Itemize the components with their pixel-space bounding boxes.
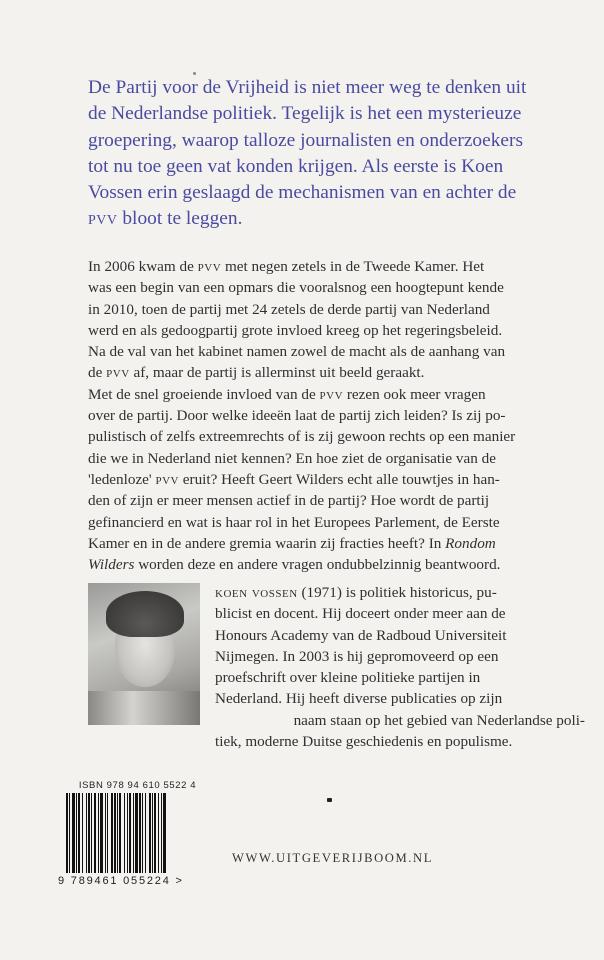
bio-line: tiek, moderne Duitse geschiedenis en populisme. [215,733,513,751]
barcode-bar [129,793,131,873]
body-line: over de partij. Door welke ideeën laat de partij zich leiden? Is zij po- [88,407,506,425]
body-line: pulistisch of zelfs extreemrechts of is zij gewoon rechts op een manier [88,428,516,446]
barcode-bar [105,793,106,873]
body-line: die we in Nederland niet kennen? En hoe ziet de organisatie van de [88,449,496,467]
barcode-bar [88,793,90,873]
barcode-bar [107,793,108,873]
bio-line: naam staan op het gebied van Nederlandse poli- [293,711,585,729]
author-name: koen vossen [215,584,298,601]
body-line: Wilders worden deze en andere vragen ondubbelzinnig beantwoord. [88,556,501,574]
author-photo [88,583,200,725]
barcode-bar [145,793,146,873]
barcode-bar [135,793,138,873]
isbn-barcode [66,793,201,873]
barcode-bar [154,793,156,873]
publisher-website: WWW.UITGEVERIJBOOM.NL [232,851,434,865]
barcode-bar [98,793,99,873]
bio-line: Nijmegen. In 2003 is hij gepromoveerd op een [215,647,499,665]
bio-line: Nederland. Hij heeft diverse publicaties op zijn [215,690,503,708]
barcode-bar [142,793,143,873]
intro-line: Vossen erin geslaagd de mechanismen van en achter de [88,182,517,204]
barcode-bar [158,793,159,873]
barcode-bar [78,793,80,873]
body-line: den of zijn er meer mensen actief in de partij? Hoe wordt de partij [88,492,490,510]
barcode-bar [139,793,141,873]
intro-line: pvv bloot te leggen. [88,208,243,230]
barcode-bar [82,793,83,873]
body-line: de pvv af, maar de partij is allerminst uit beeld geraakt. [88,364,425,382]
barcode-bar [76,793,77,873]
barcode-bar [124,793,125,873]
barcode-bar [127,793,128,873]
print-dot [327,798,332,802]
body-line: was een begin van een opmars die vooralsnog een hoogtepunt kende [88,279,504,297]
barcode-bar [119,793,121,873]
barcode-bar [163,793,166,873]
bio-line: blicist en docent. Hij doceert onder meer aan de [215,605,506,623]
barcode-bar [100,793,103,873]
intro-line: De Partij voor de Vrijheid is niet meer weg te denken uit [88,77,527,98]
body-line: gefinancierd en wat is haar rol in het Europees Parlement, de Eerste [88,513,500,531]
intro-line: tot nu toe geen vat konden krijgen. Als eerste is Koen [88,155,504,177]
barcode-bar [111,793,113,873]
barcode-bar [117,793,118,873]
body-line: Na de val van het kabinet namen zowel de macht als de aanhang van [88,343,506,361]
intro-blurb [88,75,588,233]
body-line: Kamer en in de andere gremia waarin zij fracties heeft? In Rondom [88,534,496,552]
barcode-bar [86,793,87,873]
barcode-bar [133,793,134,873]
body-line: in 2010, toen de partij met 24 zetels de derde partij van Nederland [88,300,490,318]
barcode-bar [66,793,68,873]
body-line: werd en als gedoogpartij grote invloed kreeg op het regeringsbeleid. [88,321,503,339]
barcode-bar [72,793,75,873]
bio-line: koen vossen (1971) is politiek historicus, pu- [215,584,497,601]
barcode-bar [149,793,151,873]
bio-line: proefschrift over kleine politieke partijen in [215,669,481,687]
book-title: Wilders [88,556,135,574]
barcode-digits: 9 789461 055224 > [58,875,184,887]
barcode-bar [69,793,70,873]
body-line: 'ledenloze' pvv eruit? Heeft Geert Wilders echt alle touwtjes in han- [88,470,500,488]
barcode-bar [152,793,153,873]
body-line: Met de snel groeiende invloed van de pvv rezen ook meer vragen [88,385,486,403]
barcode-bar [91,793,92,873]
description-text [88,256,588,575]
intro-line: de Nederlandse politiek. Tegelijk is het een mysterieuze [88,103,522,125]
bio-line: Honours Academy van de Radboud Universiteit [215,626,507,644]
intro-line: groepering, waarop talloze journalisten en onderzoekers [88,129,524,151]
body-line: In 2006 kwam de pvv met negen zetels in de Tweede Kamer. Het [88,258,485,275]
barcode-bar [114,793,116,873]
author-bio [215,582,585,752]
barcode-bar [94,793,96,873]
barcode-bar [161,793,162,873]
book-title: Rondom [445,534,496,552]
isbn-label: ISBN 978 94 610 5522 4 [78,780,197,791]
